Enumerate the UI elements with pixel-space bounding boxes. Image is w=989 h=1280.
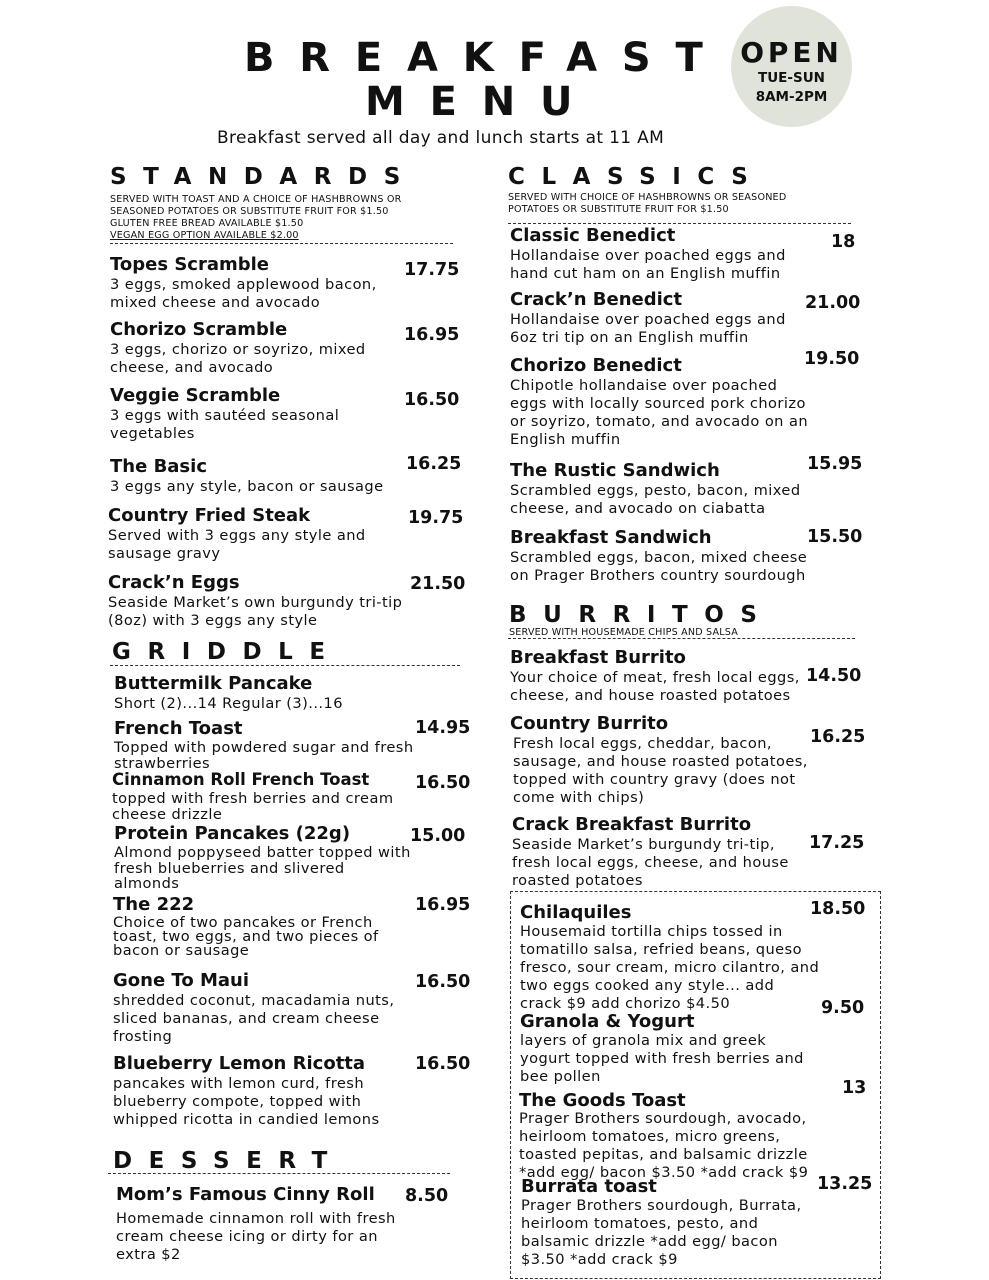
menu-subtitle: Breakfast served all day and lunch starts at 11 AM bbox=[217, 128, 665, 148]
menu-item bbox=[114, 673, 414, 713]
item-name: The Rustic Sandwich bbox=[510, 460, 720, 481]
item-name: Veggie Scramble bbox=[110, 385, 281, 406]
menu-item bbox=[113, 970, 413, 1046]
item-name: The Basic bbox=[110, 456, 207, 477]
menu-item bbox=[510, 355, 808, 449]
item-price: 16.50 bbox=[415, 1054, 471, 1074]
item-description: Topped with powdered sugar and fresh strawberries bbox=[114, 739, 414, 772]
item-price: 16.50 bbox=[415, 773, 471, 793]
classics-note: SERVED WITH CHOICE OF HASHBROWNS OR SEASONED bbox=[508, 192, 787, 203]
classics-note: POTATOES OR SUBSTITUTE FRUIT FOR $1.50 bbox=[508, 204, 729, 215]
item-price: 15.00 bbox=[410, 826, 466, 846]
classics-heading: CLASSICS bbox=[508, 164, 765, 190]
menu-item bbox=[519, 1092, 819, 1182]
menu-item bbox=[114, 823, 414, 892]
menu-item bbox=[110, 385, 400, 443]
item-description: Short (2)...14 Regular (3)...16 bbox=[114, 695, 343, 712]
item-price: 13 bbox=[842, 1078, 867, 1098]
open-hours: 8AM-2PM bbox=[755, 89, 828, 105]
item-name: Crack’n Eggs bbox=[108, 572, 240, 593]
menu-item bbox=[110, 456, 400, 496]
standards-note: VEGAN EGG OPTION AVAILABLE $2.00 bbox=[110, 230, 299, 241]
open-label: OPEN bbox=[740, 36, 843, 69]
item-description: Prager Brothers sourdough, Burrata, heirloom tomatoes, pesto, and balsamic drizzle *add egg/ bacon $3.50 *add crack $9 bbox=[521, 1197, 802, 1268]
item-name: Blueberry Lemon Ricotta bbox=[113, 1053, 366, 1074]
item-name: Mom’s Famous Cinny Roll bbox=[116, 1184, 375, 1205]
menu-item bbox=[510, 460, 805, 518]
standards-notes bbox=[110, 194, 402, 242]
menu-item bbox=[512, 814, 802, 890]
item-name: Gone To Maui bbox=[113, 970, 249, 991]
dessert-heading: DESSERT bbox=[113, 1148, 344, 1174]
standards-heading: STANDARDS bbox=[110, 164, 417, 190]
item-price: 17.75 bbox=[404, 260, 460, 280]
item-name: Crack’n Benedict bbox=[510, 289, 683, 310]
menu-item bbox=[110, 254, 400, 312]
item-description: Chipotle hollandaise over poached eggs with locally sourced pork chorizo or soyrizo, tomato, and avocado on an English muffin bbox=[510, 377, 809, 448]
item-description: Fresh local eggs, cheddar, bacon, sausage, and house roasted potatoes, topped with country gravy (does not come with chips) bbox=[513, 735, 808, 806]
item-price: 13.25 bbox=[817, 1174, 873, 1194]
menu-item bbox=[116, 1184, 401, 1264]
standards-note: SERVED WITH TOAST AND A CHOICE OF HASHBROWNS OR bbox=[110, 194, 402, 205]
item-price: 16.50 bbox=[404, 390, 460, 410]
menu-item bbox=[520, 1012, 820, 1086]
item-name: Crack Breakfast Burrito bbox=[512, 814, 752, 835]
item-description: layers of granola mix and greek yogurt topped with fresh berries and bee pollen bbox=[520, 1032, 804, 1085]
item-price: 14.95 bbox=[415, 718, 471, 738]
item-price: 9.50 bbox=[821, 998, 865, 1018]
open-days: TUE-SUN bbox=[758, 70, 825, 86]
menu-title-line1: BREAKFAST bbox=[244, 35, 728, 81]
item-name: Breakfast Sandwich bbox=[510, 527, 712, 548]
item-name: The Goods Toast bbox=[519, 1090, 686, 1111]
item-price: 16.25 bbox=[406, 454, 462, 474]
standards-divider bbox=[110, 243, 453, 244]
dessert-divider bbox=[108, 1173, 450, 1174]
item-description: 3 eggs, chorizo or soyrizo, mixed cheese, and avocado bbox=[110, 341, 366, 376]
item-description: 3 eggs, smoked applewood bacon, mixed cheese and avocado bbox=[110, 276, 377, 311]
item-description: Served with 3 eggs any style and sausage gravy bbox=[108, 527, 366, 562]
item-price: 16.95 bbox=[415, 895, 471, 915]
menu-item bbox=[521, 1177, 821, 1269]
item-price: 16.25 bbox=[810, 727, 866, 747]
item-name: Chorizo Scramble bbox=[110, 319, 288, 340]
menu-item bbox=[113, 1053, 413, 1129]
menu-item bbox=[113, 894, 413, 958]
item-price: 16.95 bbox=[404, 325, 460, 345]
burritos-heading: BURRITOS bbox=[509, 602, 774, 628]
menu-item bbox=[114, 718, 414, 771]
item-description: Hollandaise over poached eggs and 6oz tri tip on an English muffin bbox=[510, 311, 786, 346]
item-price: 15.95 bbox=[807, 454, 863, 474]
item-name: French Toast bbox=[114, 718, 243, 739]
item-description: Almond poppyseed batter topped with fresh blueberries and slivered almonds bbox=[114, 844, 411, 892]
item-name: Cinnamon Roll French Toast bbox=[112, 770, 370, 789]
item-price: 19.50 bbox=[804, 349, 860, 369]
item-price: 18.50 bbox=[810, 899, 866, 919]
menu-item bbox=[108, 505, 400, 563]
item-price: 21.50 bbox=[410, 574, 466, 594]
item-name: Protein Pancakes (22g) bbox=[114, 823, 351, 844]
item-description: 3 eggs any style, bacon or sausage bbox=[110, 478, 384, 495]
item-price: 14.50 bbox=[806, 666, 862, 686]
item-description: Your choice of meat, fresh local eggs, cheese, and house roasted potatoes bbox=[510, 669, 800, 704]
item-name: Chilaquiles bbox=[520, 902, 632, 923]
burritos-note: SERVED WITH HOUSEMADE CHIPS AND SALSA bbox=[509, 627, 739, 638]
standards-note: GLUTEN FREE BREAD AVAILABLE $1.50 bbox=[110, 218, 304, 229]
standards-note: SEASONED POTATOES OR SUBSTITUTE FRUIT FOR $1.50 bbox=[110, 206, 389, 217]
item-description: Hollandaise over poached eggs and hand cut ham on an English muffin bbox=[510, 247, 786, 282]
item-name: Classic Benedict bbox=[510, 225, 676, 246]
item-price: 8.50 bbox=[405, 1186, 449, 1206]
griddle-divider bbox=[110, 665, 460, 666]
classics-divider bbox=[508, 223, 851, 224]
menu-item bbox=[110, 319, 400, 377]
item-description: Homemade cinnamon roll with fresh cream cheese icing or dirty for an extra $2 bbox=[116, 1210, 396, 1263]
item-description: shredded coconut, macadamia nuts, sliced bananas, and cream cheese frosting bbox=[113, 992, 395, 1045]
menu-title-line2: MENU bbox=[365, 79, 598, 125]
item-name: Buttermilk Pancake bbox=[114, 673, 313, 694]
menu-item bbox=[510, 647, 805, 705]
menu-item bbox=[108, 572, 404, 630]
item-description: Prager Brothers sourdough, avocado, heirloom tomatoes, micro greens, toasted pepitas, and balsamic drizzle *add egg/ bacon $3.50 *add crack $9 bbox=[519, 1110, 809, 1181]
item-price: 15.50 bbox=[807, 527, 863, 547]
menu-item bbox=[520, 903, 820, 1013]
item-name: Granola & Yogurt bbox=[520, 1011, 695, 1032]
item-name: Chorizo Benedict bbox=[510, 355, 682, 376]
item-description: Choice of two pancakes or French toast, two eggs, and two pieces of bacon or sausage bbox=[113, 914, 379, 959]
menu-item bbox=[510, 527, 810, 585]
item-price: 21.00 bbox=[805, 293, 861, 313]
menu-item bbox=[112, 769, 412, 822]
item-description: Seaside Market’s burgundy tri-tip, fresh local eggs, cheese, and house roasted potatoes bbox=[512, 836, 789, 889]
burritos-divider bbox=[508, 638, 855, 639]
classics-notes bbox=[508, 192, 786, 216]
item-price: 18 bbox=[831, 232, 856, 252]
griddle-heading: GRIDDLE bbox=[112, 639, 342, 665]
item-description: Scrambled eggs, bacon, mixed cheese on Prager Brothers country sourdough bbox=[510, 549, 808, 584]
item-description: 3 eggs with sautéed seasonal vegetables bbox=[110, 407, 340, 442]
menu-item bbox=[510, 289, 805, 347]
item-price: 17.25 bbox=[809, 833, 865, 853]
menu-item bbox=[510, 225, 805, 283]
item-price: 16.50 bbox=[415, 972, 471, 992]
item-name: Topes Scramble bbox=[110, 254, 270, 275]
item-name: Country Fried Steak bbox=[108, 505, 311, 526]
item-description: Scrambled eggs, pesto, bacon, mixed cheese, and avocado on ciabatta bbox=[510, 482, 801, 517]
item-description: Housemaid tortilla chips tossed in tomatillo salsa, refried beans, queso fresco, sour cream, micro cilantro, and two eggs cooked any style... add crack $9 add chorizo $4.50 bbox=[520, 923, 820, 1012]
item-description: topped with fresh berries and cream cheese drizzle bbox=[112, 790, 394, 823]
item-description: pancakes with lemon curd, fresh blueberry compote, topped with whipped ricotta in candied lemons bbox=[113, 1075, 380, 1128]
item-name: Burrata toast bbox=[521, 1176, 657, 1197]
menu-item bbox=[510, 713, 808, 807]
item-description: Seaside Market’s own burgundy tri-tip (8oz) with 3 eggs any style bbox=[108, 594, 403, 629]
item-name: The 222 bbox=[113, 894, 195, 915]
hours-badge bbox=[731, 6, 852, 127]
item-name: Country Burrito bbox=[510, 713, 669, 734]
item-price: 19.75 bbox=[408, 508, 464, 528]
item-name: Breakfast Burrito bbox=[510, 647, 686, 668]
